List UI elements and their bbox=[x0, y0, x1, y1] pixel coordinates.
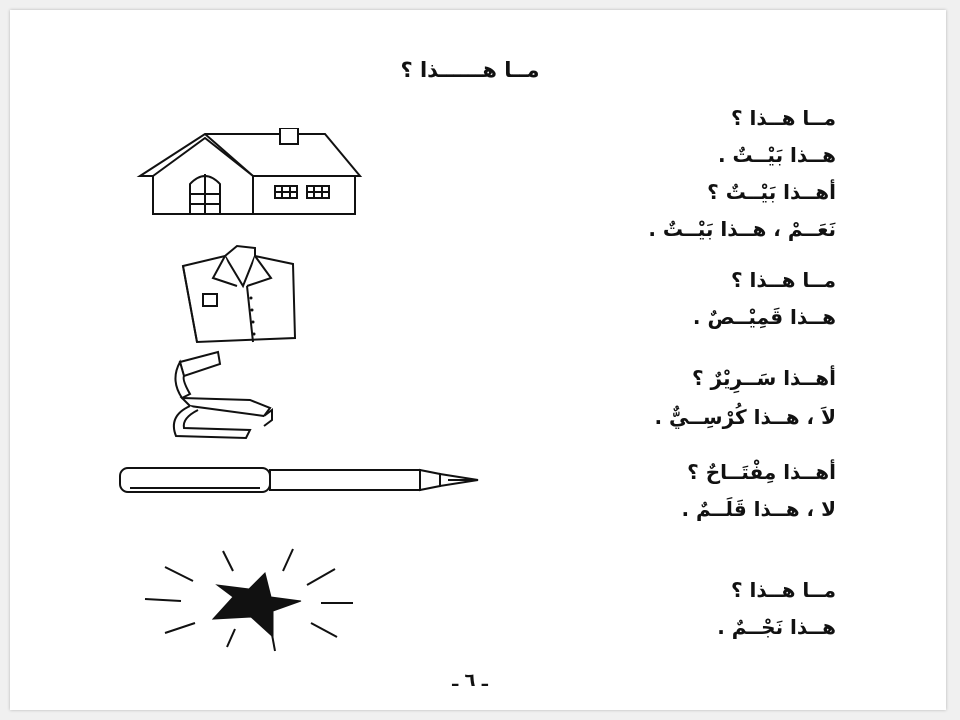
lesson-1-line-4: نَعَــمْ ، هــذا بَيْــتٌ . bbox=[648, 217, 836, 241]
page-number: ـ ٦ ـ bbox=[452, 670, 488, 691]
pen-icon bbox=[110, 460, 485, 500]
lesson-3-line-1: أهــذا سَــرِيْرٌ ؟ bbox=[691, 366, 836, 390]
lesson-5-line-2: هــذا نَجْــمٌ . bbox=[717, 615, 836, 639]
lesson-2-line-1: مــا هــذا ؟ bbox=[730, 268, 836, 292]
chair-icon bbox=[160, 350, 290, 445]
lesson-1-line-1: مــا هــذا ؟ bbox=[730, 106, 836, 130]
star-icon bbox=[125, 545, 385, 655]
lesson-4-line-1: أهــذا مِفْتَــاحٌ ؟ bbox=[687, 460, 836, 484]
lesson-2-line-2: هــذا قَمِيْــصٌ . bbox=[692, 305, 836, 329]
lesson-5-line-1: مــا هــذا ؟ bbox=[730, 578, 836, 602]
lesson-1-line-2: هــذا بَيْــتٌ . bbox=[718, 143, 836, 167]
lesson-4-line-2: لا ، هــذا قَلَــمٌ . bbox=[681, 497, 836, 521]
textbook-page bbox=[10, 10, 946, 710]
house-icon bbox=[135, 128, 375, 220]
lesson-1-line-3: أهــذا بَيْــتٌ ؟ bbox=[707, 180, 836, 204]
lesson-3-line-2: لاَ ، هــذا كُرْسِــيٌّ . bbox=[654, 405, 836, 429]
shirt-icon bbox=[175, 238, 305, 348]
page-title: مــا هــــــذا ؟ bbox=[400, 58, 540, 82]
